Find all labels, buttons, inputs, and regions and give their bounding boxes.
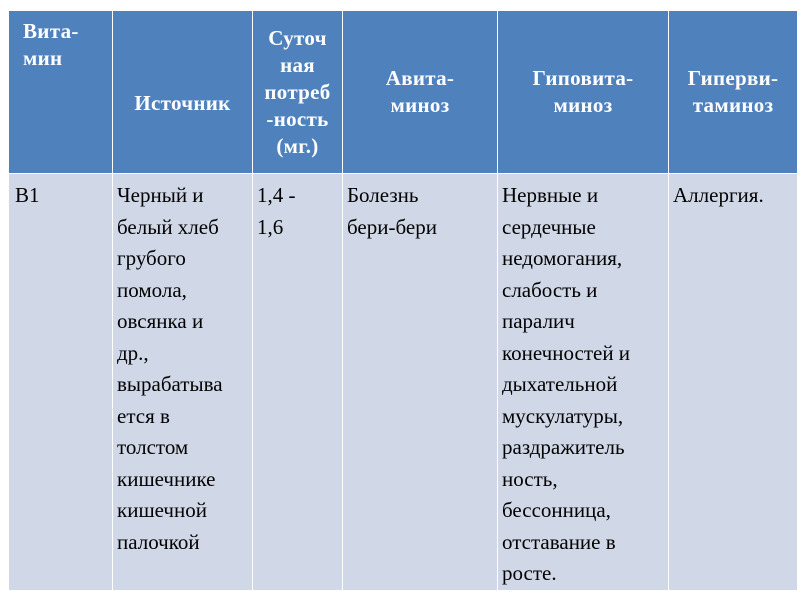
header-label-hypovitaminosis: Гиповита- миноз	[532, 66, 634, 117]
table-header	[9, 11, 798, 174]
cell-hypervitaminosis	[669, 174, 798, 591]
cell-text-hypervitaminosis: Аллергия.	[673, 183, 764, 207]
cell-text-hypovitaminosis: Нервные и сердечные недомогания, слабость и паралич конечностей и дыхательной мускулатуры, раздражитель ность, бессонница, отставание в росте.	[502, 183, 631, 585]
header-cell-hypervitaminosis	[669, 11, 798, 174]
header-label-vitamin: Вита- мин	[23, 19, 79, 70]
cell-text-source: Черный и белый хлеб грубого помола, овсянка и др., вырабатыва ется в толстом кишечнике кишечной палочкой	[117, 183, 223, 554]
header-label-hypervitaminosis: Гиперви- таминоз	[687, 66, 779, 117]
table-body	[9, 174, 798, 591]
cell-source	[113, 174, 253, 591]
cell-text-vitamin: В1	[15, 183, 40, 207]
cell-text-daily-need: 1,4 - 1,6	[257, 183, 296, 239]
header-cell-hypovitaminosis	[498, 11, 669, 174]
vitamin-table	[8, 10, 798, 591]
cell-vitamin	[9, 174, 113, 591]
header-cell-source	[113, 11, 253, 174]
header-cell-vitamin	[9, 11, 113, 174]
cell-text-avitaminosis: Болезнь бери-бери	[347, 183, 437, 239]
header-cell-daily-need	[253, 11, 343, 174]
header-label-daily-need: Суточ ная потреб -ность (мг.)	[264, 25, 331, 158]
cell-avitaminosis	[343, 174, 498, 591]
cell-hypovitaminosis	[498, 174, 669, 591]
header-row	[9, 11, 798, 174]
cell-daily-need	[253, 174, 343, 591]
table-row	[9, 174, 798, 591]
header-cell-avitaminosis	[343, 11, 498, 174]
header-label-avitaminosis: Авита- миноз	[385, 66, 455, 117]
header-label-source: Источник	[134, 90, 231, 115]
